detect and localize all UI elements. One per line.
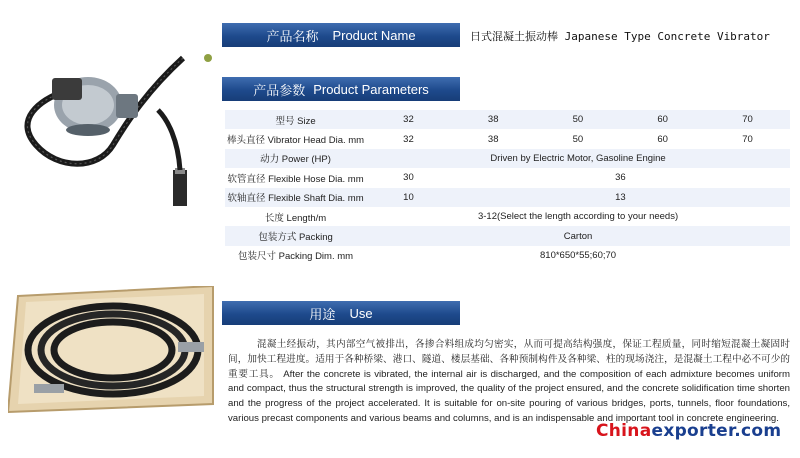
table-cell: Driven by Electric Motor, Gasoline Engine: [366, 149, 790, 168]
table-cell: 10: [366, 188, 451, 207]
row-label: 型号 Size: [225, 110, 366, 129]
table-cell: 50: [536, 129, 621, 148]
site-watermark: [596, 421, 781, 441]
table-cell: 13: [451, 188, 790, 207]
table-cell: 3-12(Select the length according to your needs): [366, 207, 790, 226]
vibrator-product-photo: [8, 50, 218, 210]
table-row: [225, 246, 790, 265]
product-name-header-cn: 产品名称: [266, 28, 319, 44]
table-cell: 810*650*55;60;70: [366, 246, 790, 265]
use-header: [222, 301, 460, 325]
table-row: [225, 207, 790, 226]
product-parameters-header: [222, 77, 460, 101]
row-label: 软管直径 Flexible Hose Dia. mm: [225, 168, 366, 187]
table-row: [225, 129, 790, 148]
table-row: [225, 168, 790, 187]
row-label: 软轴直径 Flexible Shaft Dia. mm: [225, 188, 366, 207]
table-cell: 32: [366, 129, 451, 148]
row-label: 包装方式 Packing: [225, 226, 366, 245]
table-cell: 60: [620, 129, 705, 148]
use-description: [228, 338, 790, 427]
table-cell: 70: [705, 129, 790, 148]
table-cell: Carton: [366, 226, 790, 245]
table-cell: 30: [366, 168, 451, 187]
table-cell: 60: [620, 110, 705, 129]
table-row: [225, 110, 790, 129]
packed-hose-photo: [8, 286, 218, 414]
row-label: 棒头直径 Vibrator Head Dia. mm: [225, 129, 366, 148]
use-paragraph: 混凝土经振动，其内部空气被排出，各掺合料组成均匀密实，从而可提高结构强度，保证工程质量，同时缩短混凝土凝固时间，加快工程进度。适用于各种桥梁、港口、隧道、楼层基础、各种预制构件及各种梁、柱的现场浇注，是混凝土工程中必不可少的重要工具。 After the concrete is vibrated, the internal air is discharged, and the composition of each admixture becomes uniform and compact, thus the structural strength is improved, the quality of the project ensured, and the concrete solidification time shorten and the progress of the project accelerated. It is suitable for on-site pouring of various bridges, ports, tunnels, floor foundations, various precast components and various beams and columns, and is an indispensable and important tool in concrete engineering.: [228, 339, 790, 424]
row-label: 包装尺寸 Packing Dim. mm: [225, 246, 366, 265]
product-parameters-header-cn: 产品参数: [253, 82, 306, 98]
use-header-en: Use: [349, 305, 373, 321]
table-cell: 38: [451, 110, 536, 129]
row-label: 动力 Power (HP): [225, 149, 366, 168]
use-header-cn: 用途: [309, 306, 336, 322]
product-parameters-header-en: Product Parameters: [313, 81, 429, 97]
table-cell: 38: [451, 129, 536, 148]
table-row: [225, 188, 790, 207]
table-row: [225, 226, 790, 245]
watermark-part-china: China: [596, 421, 652, 441]
table-cell: 70: [705, 110, 790, 129]
product-name-header-en: Product Name: [332, 27, 416, 43]
table-cell: 32: [366, 110, 451, 129]
parameters-table: [225, 110, 790, 265]
product-name-value: 日式混凝土振动棒 Japanese Type Concrete Vibrator: [470, 30, 770, 43]
table-row: [225, 149, 790, 168]
product-name-header: [222, 23, 460, 47]
table-cell: 36: [451, 168, 790, 187]
row-label: 长度 Length/m: [225, 207, 366, 226]
watermark-part-exporter: exporter.com: [651, 421, 782, 441]
table-cell: 50: [536, 110, 621, 129]
